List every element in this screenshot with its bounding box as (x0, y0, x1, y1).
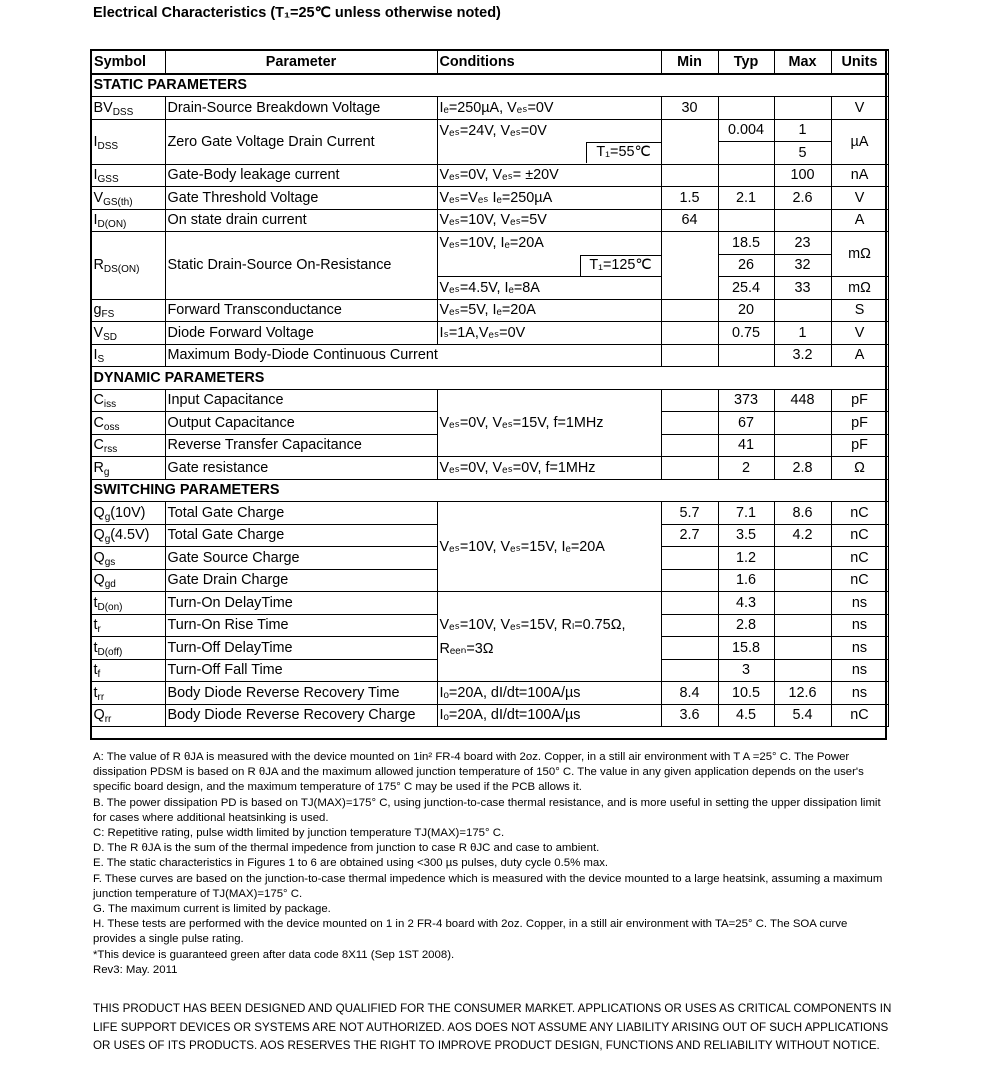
max-cell: 448 (774, 389, 831, 412)
temperature-condition: T₁=125℃ (580, 255, 661, 276)
typ-cell: 1.2 (718, 547, 774, 570)
condition-cell (437, 142, 661, 165)
max-cell (774, 637, 831, 660)
header-min: Min (661, 50, 718, 74)
typ-cell: 4.5 (718, 704, 774, 727)
condition-cell (437, 592, 661, 682)
header-symbol: Symbol (91, 50, 165, 74)
note-a: A: The value of R θJA is measured with the device mounted on 1in² FR-4 board with 2oz. Copper, in a still air environment with T A =25° C. The Power dissipation PDSM is based on R θJA and the maximum allowed junction temperature of 150° C. The value in any given application depends on the user's specific board design, and the maximum temperature of 175° C may be used if the PCB allows it. (93, 751, 864, 794)
max-cell (774, 299, 831, 322)
typ-cell: 3.5 (718, 524, 774, 547)
units-cell: A (831, 344, 888, 367)
min-cell (661, 434, 718, 457)
max-cell: 2.6 (774, 187, 831, 210)
typ-cell (718, 142, 774, 165)
max-cell (774, 209, 831, 232)
parameter-cell: Input Capacitance (165, 389, 437, 412)
typ-cell (718, 97, 774, 120)
section-row (91, 479, 888, 502)
symbol-cell: $I_{D(ON)}$ (91, 209, 165, 232)
parameter-cell: On state drain current (165, 209, 437, 232)
min-cell (661, 592, 718, 615)
note-green: *This device is guaranteed green after data code 8X11 (Sep 1ST 2008). (93, 948, 455, 961)
symbol-cell: $Q_{rr}$ (91, 704, 165, 727)
min-cell (661, 637, 718, 660)
units-cell: S (831, 299, 888, 322)
min-cell (661, 412, 718, 435)
max-cell (774, 569, 831, 592)
parameter-cell: Diode Forward Voltage (165, 322, 437, 345)
min-cell: 5.7 (661, 502, 718, 525)
symbol-cell: $t_r$ (91, 614, 165, 637)
max-cell (774, 97, 831, 120)
table-row (91, 232, 888, 255)
symbol-cell: $Q_g(4.5V)$ (91, 524, 165, 547)
min-cell (661, 299, 718, 322)
parameter-cell: Gate resistance (165, 457, 437, 480)
min-cell: 2.7 (661, 524, 718, 547)
units-cell: Ω (831, 457, 888, 480)
parameter-cell: Total Gate Charge (165, 524, 437, 547)
table-row (91, 502, 888, 525)
max-cell: 32 (774, 254, 831, 277)
symbol-cell: $Q_g(10V)$ (91, 502, 165, 525)
table-row (91, 592, 888, 615)
section-dynamic: DYNAMIC PARAMETERS (91, 367, 888, 390)
note-f: F. These curves are based on the junction-to-case thermal impedence which is measured with the device mounted to a large heatsink, assuming a maximum junction temperature of TJ(MAX)=175° C. (93, 872, 883, 900)
max-cell: 2.8 (774, 457, 831, 480)
parameter-cell: Zero Gate Voltage Drain Current (165, 119, 437, 164)
max-cell: 12.6 (774, 682, 831, 705)
min-cell (661, 547, 718, 570)
units-cell: µA (831, 119, 888, 164)
units-cell: mΩ (831, 232, 888, 277)
max-cell: 3.2 (774, 344, 831, 367)
disclaimer: THIS PRODUCT HAS BEEN DESIGNED AND QUALIFIED FOR THE CONSUMER MARKET. APPLICATIONS OR USES AS CRITICAL COMPONENTS IN LIFE SUPPORT DEVICES OR SYSTEMS ARE NOT AUTHORIZED. AOS DOES NOT ASSUME ANY LIABILITY ARISING OUT OF SUCH APPLICATIONS OR USES OF ITS PRODUCTS. AOS RESERVES THE RIGHT TO IMPROVE PRODUCT DESIGN, FUNCTIONS AND RELIABILITY WITHOUT NOTICE. (93, 1002, 892, 1053)
header-typ: Typ (718, 50, 774, 74)
max-cell: 33 (774, 277, 831, 300)
typ-cell: 20 (718, 299, 774, 322)
symbol-cell: $Q_{gs}$ (91, 547, 165, 570)
table-row (91, 322, 888, 345)
units-cell: nC (831, 569, 888, 592)
min-cell: 30 (661, 97, 718, 120)
max-cell (774, 659, 831, 682)
typ-cell: 26 (718, 254, 774, 277)
table-row (91, 164, 888, 187)
units-cell: ns (831, 659, 888, 682)
note-d: D. The R θJA is the sum of the thermal impedence from junction to case R θJC and case to ambient. (93, 842, 600, 855)
symbol-cell: $C_{iss}$ (91, 389, 165, 412)
symbol-cell: $t_{D(on)}$ (91, 592, 165, 615)
section-row (91, 367, 888, 390)
min-cell (661, 232, 718, 300)
typ-cell: 0.75 (718, 322, 774, 345)
table-row (91, 97, 888, 120)
temperature-condition: T₁=55℃ (586, 142, 661, 163)
condition-cell: Vₑₛ=24V, Vₑₛ=0V (437, 119, 661, 142)
units-cell: nC (831, 547, 888, 570)
max-cell: 100 (774, 164, 831, 187)
typ-cell: 373 (718, 389, 774, 412)
parameter-cell: Static Drain-Source On-Resistance (165, 232, 437, 300)
table-row (91, 344, 888, 367)
parameter-cell: Body Diode Reverse Recovery Charge (165, 704, 437, 727)
units-cell: ns (831, 614, 888, 637)
condition-cell: Iₒ=20A, dI/dt=100A/µs (437, 704, 661, 727)
min-cell (661, 389, 718, 412)
switching-condition-line2: Rₑₑₙ=3Ω (439, 640, 494, 657)
symbol-cell: $V_{GS(th)}$ (91, 187, 165, 210)
typ-cell: 10.5 (718, 682, 774, 705)
typ-cell: 2.1 (718, 187, 774, 210)
table-row (91, 187, 888, 210)
min-cell (661, 614, 718, 637)
parameter-cell: Turn-Off Fall Time (165, 659, 437, 682)
symbol-cell: $I_{GSS}$ (91, 164, 165, 187)
max-cell: 5 (774, 142, 831, 165)
symbol-cell: $V_{SD}$ (91, 322, 165, 345)
units-cell: nC (831, 704, 888, 727)
typ-cell: 15.8 (718, 637, 774, 660)
parameter-cell: Reverse Transfer Capacitance (165, 434, 437, 457)
typ-cell: 41 (718, 434, 774, 457)
units-cell: nC (831, 524, 888, 547)
max-cell (774, 592, 831, 615)
min-cell: 3.6 (661, 704, 718, 727)
note-g: G. The maximum current is limited by package. (93, 903, 331, 916)
typ-cell (718, 164, 774, 187)
parameter-cell: Drain-Source Breakdown Voltage (165, 97, 437, 120)
typ-cell: 67 (718, 412, 774, 435)
max-cell (774, 434, 831, 457)
typ-cell: 4.3 (718, 592, 774, 615)
symbol-cell: $t_{D(off)}$ (91, 637, 165, 660)
note-b: B. The power dissipation PD is based on TJ(MAX)=175° C, using junction-to-case thermal resistance, and is more useful in setting the upper dissipation limit for cases where additional heatsinking is used. (93, 796, 881, 824)
units-cell: V (831, 97, 888, 120)
units-cell: ns (831, 682, 888, 705)
condition-cell: Iₑ=250µA, Vₑₛ=0V (437, 97, 661, 120)
max-cell: 5.4 (774, 704, 831, 727)
typ-cell: 3 (718, 659, 774, 682)
max-cell (774, 547, 831, 570)
symbol-cell: $t_f$ (91, 659, 165, 682)
condition-cell: Vₑₛ=0V, Vₑₛ=0V, f=1MHz (437, 457, 661, 480)
min-cell: 1.5 (661, 187, 718, 210)
parameter-cell: Body Diode Reverse Recovery Time (165, 682, 437, 705)
parameter-cell: Gate-Body leakage current (165, 164, 437, 187)
header-parameter: Parameter (165, 50, 437, 74)
parameter-cell: Turn-On DelayTime (165, 592, 437, 615)
parameter-cell: Forward Transconductance (165, 299, 437, 322)
typ-cell: 2 (718, 457, 774, 480)
max-cell (774, 412, 831, 435)
min-cell (661, 322, 718, 345)
condition-cell: Vₑₛ=10V, Vₑₛ=15V, Iₑ=20A (437, 502, 661, 592)
units-cell: pF (831, 434, 888, 457)
footnotes (93, 750, 893, 978)
header-conditions: Conditions (437, 50, 661, 74)
table-row (91, 119, 888, 142)
min-cell (661, 569, 718, 592)
max-cell: 8.6 (774, 502, 831, 525)
table-row (91, 704, 888, 727)
table-row (91, 682, 888, 705)
parameter-cell: Gate Drain Charge (165, 569, 437, 592)
units-cell: pF (831, 412, 888, 435)
parameter-cell: Maximum Body-Diode Continuous Current (165, 344, 661, 367)
symbol-cell: $C_{oss}$ (91, 412, 165, 435)
parameter-cell: Turn-Off DelayTime (165, 637, 437, 660)
typ-cell: 18.5 (718, 232, 774, 255)
units-cell: V (831, 322, 888, 345)
units-cell: mΩ (831, 277, 888, 300)
condition-cell: Iₒ=20A, dI/dt=100A/µs (437, 682, 661, 705)
revision: Rev3: May. 2011 (93, 963, 178, 976)
table-row (91, 389, 888, 412)
symbol-cell: $t_{rr}$ (91, 682, 165, 705)
units-cell: nA (831, 164, 888, 187)
electrical-characteristics-table (90, 49, 889, 727)
parameter-cell: Gate Threshold Voltage (165, 187, 437, 210)
max-cell: 1 (774, 119, 831, 142)
min-cell: 8.4 (661, 682, 718, 705)
max-cell: 4.2 (774, 524, 831, 547)
min-cell (661, 659, 718, 682)
condition-cell: Vₑₛ=4.5V, Iₑ=8A (437, 277, 661, 300)
min-cell (661, 164, 718, 187)
symbol-cell: $C_{rss}$ (91, 434, 165, 457)
units-cell: nC (831, 502, 888, 525)
condition-cell: Vₑₛ=0V, Vₑₛ= ±20V (437, 164, 661, 187)
typ-cell (718, 344, 774, 367)
units-cell: pF (831, 389, 888, 412)
typ-cell: 2.8 (718, 614, 774, 637)
units-cell: V (831, 187, 888, 210)
header-max: Max (774, 50, 831, 74)
typ-cell: 7.1 (718, 502, 774, 525)
min-cell (661, 344, 718, 367)
switching-condition-line1: Vₑₛ=10V, Vₑₛ=15V, Rₗ=0.75Ω, (439, 616, 626, 633)
symbol-cell: $g_{FS}$ (91, 299, 165, 322)
typ-cell: 1.6 (718, 569, 774, 592)
symbol-cell: $I_S$ (91, 344, 165, 367)
section-switching: SWITCHING PARAMETERS (91, 479, 888, 502)
table-row (91, 299, 888, 322)
min-cell: 64 (661, 209, 718, 232)
table-row (91, 209, 888, 232)
header-units: Units (831, 50, 888, 74)
symbol-cell: $R_g$ (91, 457, 165, 480)
max-cell: 1 (774, 322, 831, 345)
table-header-row (91, 50, 888, 74)
section-static: STATIC PARAMETERS (91, 74, 888, 97)
symbol-cell: $BV_{DSS}$ (91, 97, 165, 120)
note-e: E. The static characteristics in Figures 1 to 6 are obtained using <300 µs pulses, duty cycle 0.5% max. (93, 857, 609, 870)
parameter-cell: Gate Source Charge (165, 547, 437, 570)
condition-cell (437, 254, 661, 277)
condition-cell: Vₑₛ=10V, Vₑₛ=5V (437, 209, 661, 232)
typ-cell: 0.004 (718, 119, 774, 142)
table-row (91, 457, 888, 480)
max-cell (774, 614, 831, 637)
typ-cell (718, 209, 774, 232)
parameter-cell: Turn-On Rise Time (165, 614, 437, 637)
min-cell (661, 119, 718, 164)
parameter-cell: Total Gate Charge (165, 502, 437, 525)
symbol-cell: $I_{DSS}$ (91, 119, 165, 164)
section-row (91, 74, 888, 97)
max-cell: 23 (774, 232, 831, 255)
units-cell: A (831, 209, 888, 232)
condition-cell: Vₑₛ=5V, Iₑ=20A (437, 299, 661, 322)
typ-cell: 25.4 (718, 277, 774, 300)
section-title: Electrical Characteristics (T₁=25℃ unless otherwise noted) (93, 5, 501, 21)
parameter-cell: Output Capacitance (165, 412, 437, 435)
symbol-cell: $Q_{gd}$ (91, 569, 165, 592)
note-c: C: Repetitive rating, pulse width limited by junction temperature TJ(MAX)=175° C. (93, 827, 505, 840)
condition-cell: Vₑₛ=Vₑₛ Iₑ=250µA (437, 187, 661, 210)
condition-cell: Vₑₛ=0V, Vₑₛ=15V, f=1MHz (437, 389, 661, 457)
symbol-cell: $R_{DS(ON)}$ (91, 232, 165, 300)
note-h: H. These tests are performed with the device mounted on 1 in 2 FR-4 board with 2oz. Copper, in a still air environment with TA=25° C. The SOA curve provides a single pulse rating. (93, 918, 848, 946)
units-cell: ns (831, 592, 888, 615)
units-cell: ns (831, 637, 888, 660)
condition-cell: Vₑₛ=10V, Iₑ=20A (437, 232, 661, 255)
condition-cell: Iₛ=1A,Vₑₛ=0V (437, 322, 661, 345)
min-cell (661, 457, 718, 480)
